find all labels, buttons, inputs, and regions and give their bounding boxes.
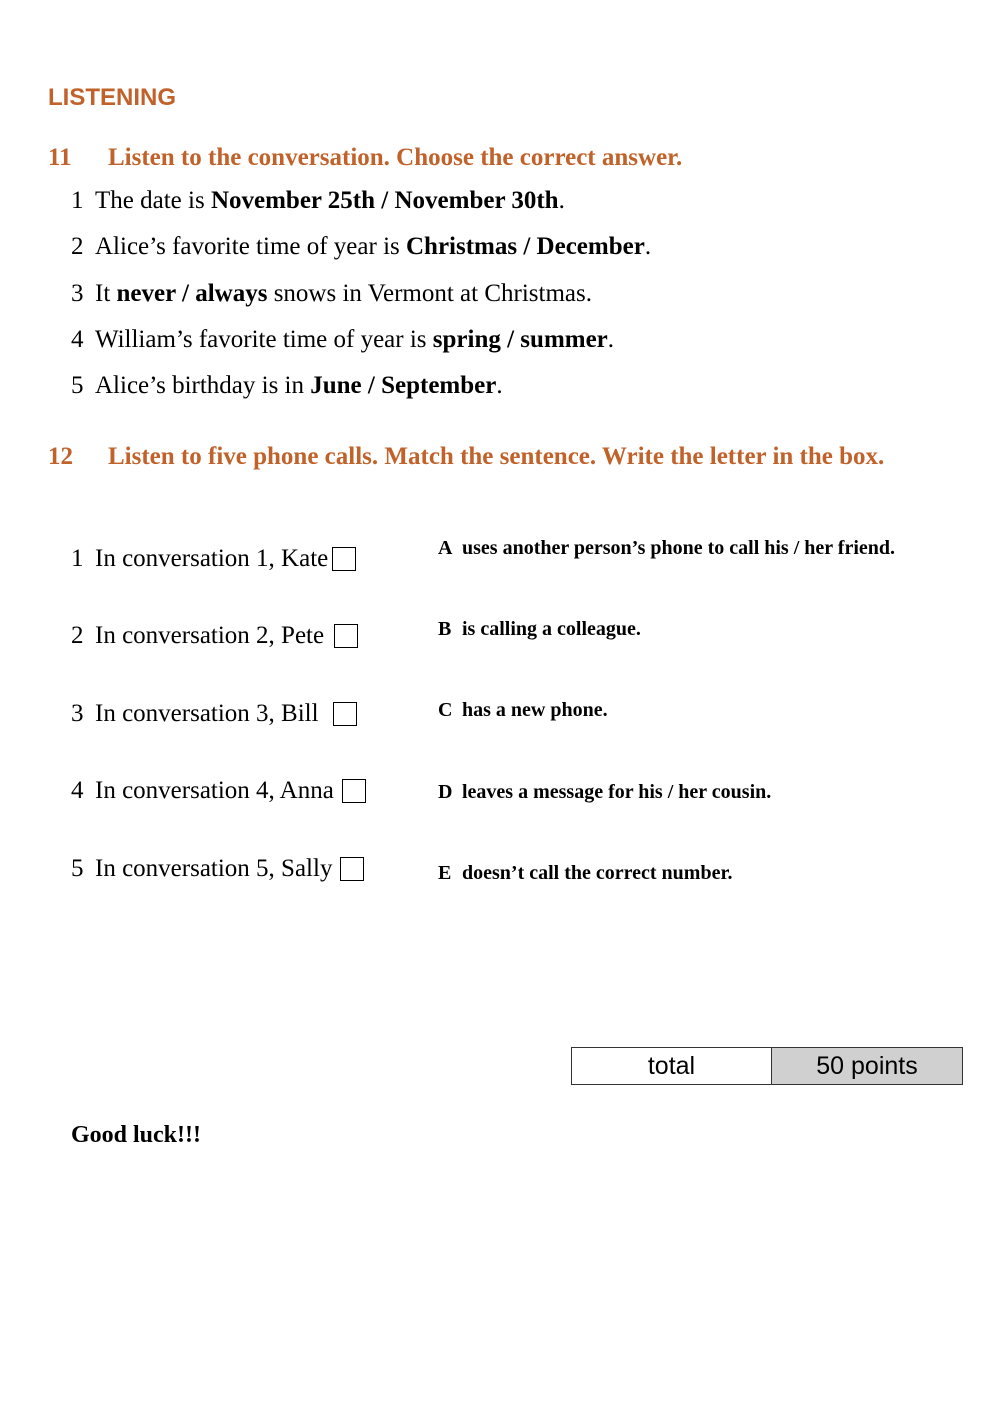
exercise-number: 11: [48, 144, 72, 171]
item-number: 3: [71, 700, 84, 727]
match-item-4: [71, 777, 366, 805]
question-1: [71, 187, 565, 215]
item-text: In conversation 1, Kate: [95, 545, 329, 572]
question-text: .: [607, 326, 615, 353]
option-c: [438, 699, 608, 722]
question-text: Alice’s favorite time of year is: [95, 233, 406, 260]
question-text: snows in Vermont at Christmas.: [267, 280, 592, 307]
option-text: is calling a colleague.: [462, 618, 641, 640]
option-e: [438, 862, 733, 885]
option-d: [438, 781, 771, 804]
question-number: 1: [71, 187, 84, 214]
score-table: [571, 1047, 963, 1085]
item-text: In conversation 4, Anna: [95, 777, 334, 804]
answer-choice[interactable]: never / always: [116, 280, 268, 307]
question-3: [71, 280, 592, 308]
question-text: .: [644, 233, 652, 260]
exercise-number: 12: [48, 443, 73, 470]
section-title: LISTENING: [48, 84, 177, 111]
exercise-12-heading: [48, 443, 884, 471]
answer-box[interactable]: [342, 779, 366, 803]
question-number: 4: [71, 326, 84, 353]
question-number: 2: [71, 233, 84, 260]
option-letter: C: [438, 699, 453, 721]
question-text: William’s favorite time of year is: [95, 326, 433, 353]
option-text: leaves a message for his / her cousin.: [462, 781, 772, 803]
answer-choice[interactable]: November 25th / November 30th: [210, 187, 559, 214]
item-number: 5: [71, 855, 84, 882]
option-text: uses another person’s phone to call his / her friend.: [462, 537, 895, 559]
answer-choice[interactable]: June / September: [310, 372, 497, 399]
option-letter: D: [438, 781, 453, 803]
option-text: doesn’t call the correct number.: [462, 862, 733, 884]
item-text: In conversation 3, Bill: [95, 700, 319, 727]
item-number: 4: [71, 777, 84, 804]
score-value: 50 points: [772, 1048, 962, 1084]
question-number: 3: [71, 280, 84, 307]
match-item-5: [71, 855, 364, 883]
match-item-3: [71, 700, 357, 728]
option-a: [438, 537, 895, 560]
question-number: 5: [71, 372, 84, 399]
answer-box[interactable]: [333, 702, 357, 726]
exercise-instruction: Listen to the conversation. Choose the correct answer.: [108, 144, 683, 171]
option-text: has a new phone.: [462, 699, 608, 721]
question-text: The date is: [95, 187, 211, 214]
item-number: 1: [71, 545, 84, 572]
question-text: Alice’s birthday is in: [95, 372, 311, 399]
match-item-1: [71, 545, 356, 573]
exercise-11-heading: [48, 144, 682, 172]
question-text: .: [558, 187, 565, 214]
question-4: [71, 326, 614, 354]
item-text: In conversation 2, Pete: [95, 622, 325, 649]
answer-box[interactable]: [332, 547, 356, 571]
match-item-2: [71, 622, 358, 650]
item-number: 2: [71, 622, 84, 649]
answer-choice[interactable]: spring / summer: [432, 326, 608, 353]
score-label: total: [572, 1048, 772, 1084]
answer-box[interactable]: [334, 624, 358, 648]
question-2: [71, 233, 651, 261]
answer-choice[interactable]: Christmas / December: [406, 233, 645, 260]
exercise-instruction: Listen to five phone calls. Match the sentence. Write the letter in the box.: [108, 443, 885, 470]
option-b: [438, 618, 641, 641]
closing-message: Good luck!!!: [71, 1122, 202, 1148]
item-text: In conversation 5, Sally: [95, 855, 333, 882]
option-letter: A: [438, 537, 453, 559]
question-text: .: [496, 372, 503, 399]
option-letter: B: [438, 618, 452, 640]
answer-box[interactable]: [340, 857, 364, 881]
question-5: [71, 372, 503, 400]
question-text: It: [95, 280, 117, 307]
option-letter: E: [438, 862, 452, 884]
